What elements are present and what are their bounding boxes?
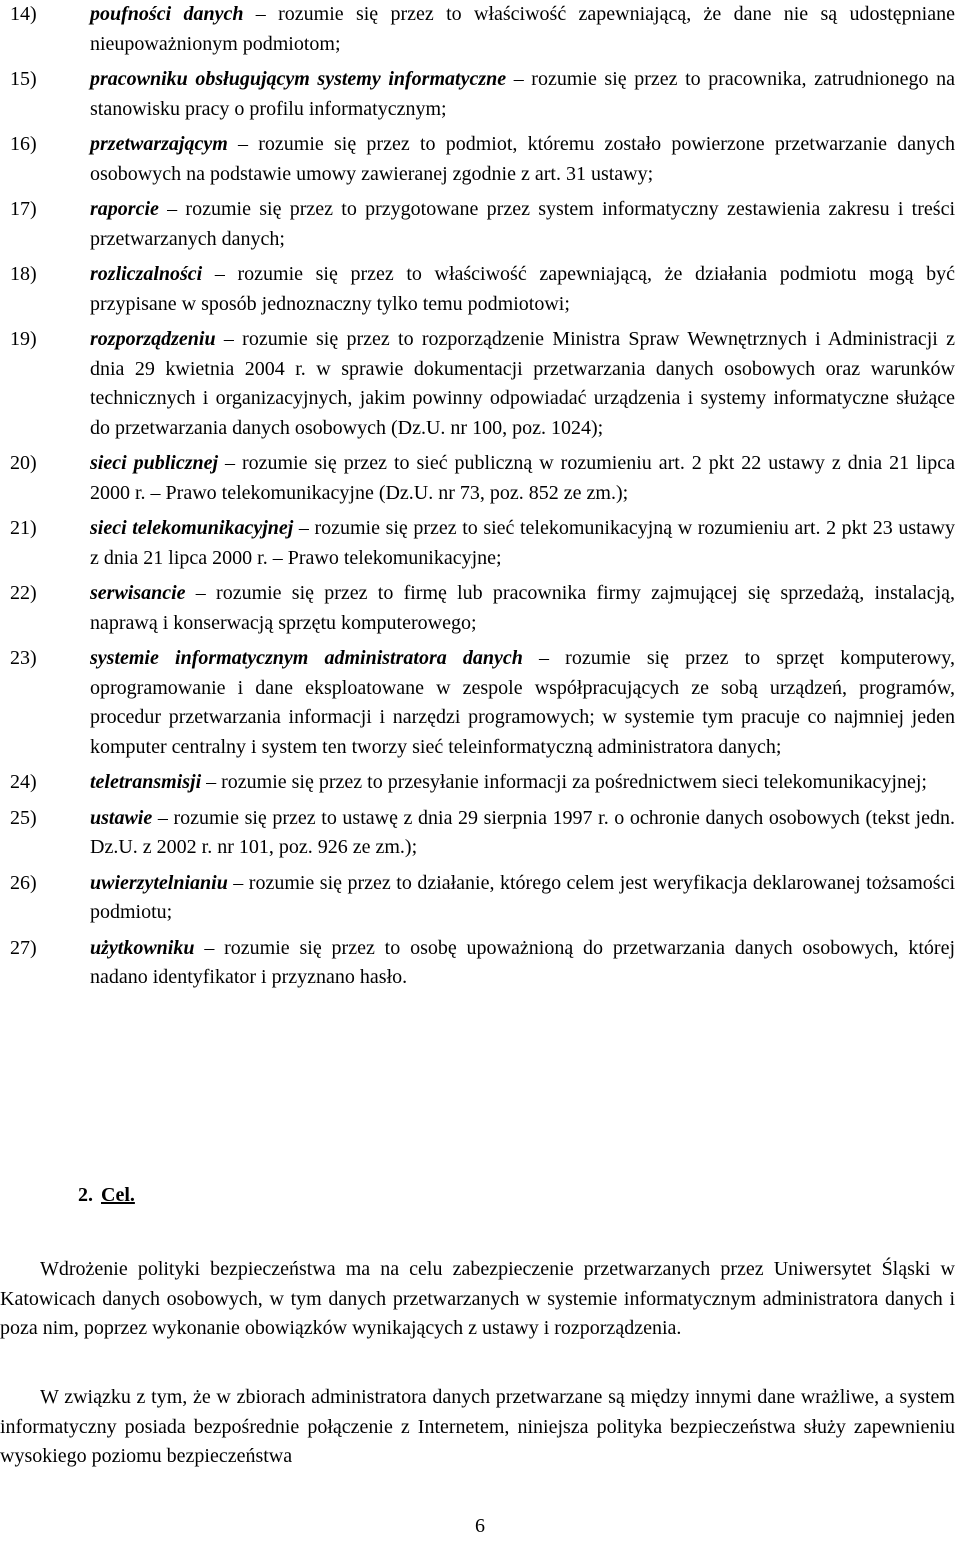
definition-body bbox=[90, 768, 955, 798]
section-number: 2. bbox=[78, 1184, 93, 1206]
definition-text: – rozumie się przez to sprzęt komputerowy, oprogramowanie i dane eksploatowane w zespole współpracujących ze sobą urządzeń, programów, procedur przetwarzania informacji i narzędzi programowych; w systemie tym pracuje co najmniej jeden komputer centralny i system ten tworzy sieć teleinformatyczną administratora danych; bbox=[90, 647, 955, 758]
definition-item bbox=[10, 644, 955, 762]
definition-term: sieci publicznej bbox=[90, 452, 219, 474]
definition-body bbox=[90, 0, 955, 59]
definition-text: – rozumie się przez to przesyłanie informacji za pośrednictwem sieci telekomunikacyjnej; bbox=[201, 771, 927, 793]
definition-item bbox=[10, 0, 955, 59]
definition-term: użytkowniku bbox=[90, 936, 195, 959]
definition-item bbox=[10, 449, 955, 508]
definition-term: ustawie bbox=[90, 806, 153, 829]
paragraph: W związku z tym, że w zbiorach administratora danych przetwarzane są między innymi dane wrażliwe, a system informatyczny posiada bezpośrednie połączenie z Internetem, niniejsza polityka bezpieczeństwa służy zapewnieniu wysokiego poziomu bezpieczeństwa bbox=[0, 1386, 955, 1467]
definition-body bbox=[90, 579, 955, 638]
definition-body bbox=[90, 869, 955, 928]
definition-text: – rozumie się przez to firmę lub pracownika firmy zajmującej się sprzedażą, instalacją, naprawą i konserwacją sprzętu komputerowego; bbox=[90, 582, 955, 634]
definition-body bbox=[90, 449, 955, 508]
definitions-list bbox=[10, 0, 955, 999]
definition-text: – rozumie się przez to przygotowane przez system informatyczny zestawienia zakresu i treści przetwarzanych danych; bbox=[90, 198, 955, 250]
definition-item bbox=[10, 65, 955, 124]
definition-number: 22) bbox=[10, 582, 37, 604]
definition-item bbox=[10, 934, 955, 993]
definition-item bbox=[10, 869, 955, 928]
section-heading bbox=[78, 1181, 135, 1211]
definition-body bbox=[90, 644, 955, 762]
definition-body bbox=[90, 934, 955, 993]
definition-number: 16) bbox=[10, 133, 37, 155]
definition-item bbox=[10, 195, 955, 254]
definition-text: – rozumie się przez to osobę upoważnioną do przetwarzania danych osobowych, której nadano identyfikator i przyznano hasło. bbox=[90, 936, 955, 988]
definition-body bbox=[90, 325, 955, 443]
definition-term: serwisancie bbox=[90, 582, 186, 604]
definition-text: – rozumie się przez to właściwość zapewniającą, że działania podmiotu mogą być przypisane w sposób jednoznaczny tylko temu podmiotowi; bbox=[90, 263, 955, 315]
definition-item bbox=[10, 260, 955, 319]
definition-body bbox=[90, 65, 955, 124]
definition-text: – rozumie się przez to ustawę z dnia 29 sierpnia 1997 r. o ochronie danych osobowych (tekst jedn. Dz.U. z 2002 r. nr 101, poz. 926 ze zm.); bbox=[90, 806, 955, 858]
definition-number: 23) bbox=[10, 647, 37, 669]
definition-number: 14) bbox=[10, 3, 37, 25]
section-title: Cel. bbox=[101, 1184, 135, 1206]
definition-text: – rozumie się przez to pracownika, zatrudnionego na stanowisku pracy o profilu informatycznym; bbox=[90, 68, 955, 120]
definition-number: 26) bbox=[10, 871, 37, 894]
definition-body bbox=[90, 260, 955, 319]
definition-term: poufności danych bbox=[90, 3, 244, 25]
definition-term: raporcie bbox=[90, 198, 159, 220]
definition-term: systemie informatycznym administratora danych bbox=[90, 647, 523, 669]
definition-text: – rozumie się przez to działanie, którego celem jest weryfikacja deklarowanej tożsamości podmiotu; bbox=[90, 871, 955, 923]
definition-number: 24) bbox=[10, 771, 37, 793]
definition-term: pracowniku obsługującym systemy informatyczne bbox=[90, 68, 507, 90]
definition-item bbox=[10, 579, 955, 638]
definition-term: przetwarzającym bbox=[90, 133, 228, 155]
definition-body bbox=[90, 195, 955, 254]
definition-text: – rozumie się przez to podmiot, któremu zostało powierzone przetwarzanie danych osobowych na podstawie umowy zawieranej zgodnie z art. 31 ustawy; bbox=[90, 133, 955, 185]
definition-number: 27) bbox=[10, 936, 37, 959]
definition-number: 17) bbox=[10, 198, 37, 220]
definition-number: 15) bbox=[10, 68, 37, 90]
definition-body bbox=[90, 804, 955, 863]
definition-term: teletransmisji bbox=[90, 771, 202, 793]
definition-term: rozliczalności bbox=[90, 263, 203, 285]
definition-item bbox=[10, 804, 955, 863]
definition-item bbox=[10, 768, 955, 798]
definition-item bbox=[10, 325, 955, 443]
definition-number: 21) bbox=[10, 517, 37, 539]
definition-text: – rozumie się przez to właściwość zapewniającą, że dane nie są udostępniane nieupoważnionym podmiotom; bbox=[90, 3, 955, 55]
definition-item bbox=[10, 514, 955, 573]
definition-item bbox=[10, 130, 955, 189]
definition-number: 18) bbox=[10, 263, 37, 285]
definition-text: – rozumie się przez to rozporządzenie Ministra Spraw Wewnętrznych i Administracji z dnia 29 kwietnia 2004 r. w sprawie dokumentacji przetwarzania danych osobowych oraz warunków technicznych i organizacyjnych, jakim powinny odpowiadać urządzenia i systemy informatyczne służące do przetwarzania danych osobowych (Dz.U. nr 100, poz. 1024); bbox=[90, 328, 955, 439]
definition-term: rozporządzeniu bbox=[90, 328, 216, 350]
paragraph: Wdrożenie polityki bezpieczeństwa ma na celu zabezpieczenie przetwarzanych przez Uniwersytet Śląski w Katowicach danych osobowych, w tym danych przetwarzanych w systemie informatycznym administratora danych i poza nim, poprzez wykonanie obowiązków wynikających z ustawy i rozporządzenia. bbox=[0, 1258, 955, 1339]
definition-text: – rozumie się przez to sieć publiczną w rozumieniu art. 2 pkt 22 ustawy z dnia 21 lipca 2000 r. – Prawo telekomunikacyjne (Dz.U. nr 73, poz. 852 ze zm.); bbox=[90, 452, 955, 504]
page-number: 6 bbox=[475, 1515, 485, 1537]
definition-term: uwierzytelnianiu bbox=[90, 871, 228, 894]
definition-number: 19) bbox=[10, 328, 37, 350]
definition-body bbox=[90, 514, 955, 573]
definition-number: 25) bbox=[10, 806, 37, 829]
definition-term: sieci telekomunikacyjnej bbox=[90, 517, 294, 539]
definition-text: – rozumie się przez to sieć telekomunikacyjną w rozumieniu art. 2 pkt 23 ustawy z dnia 21 lipca 2000 r. – Prawo telekomunikacyjne; bbox=[90, 517, 955, 569]
definition-number: 20) bbox=[10, 452, 37, 474]
definition-body bbox=[90, 130, 955, 189]
